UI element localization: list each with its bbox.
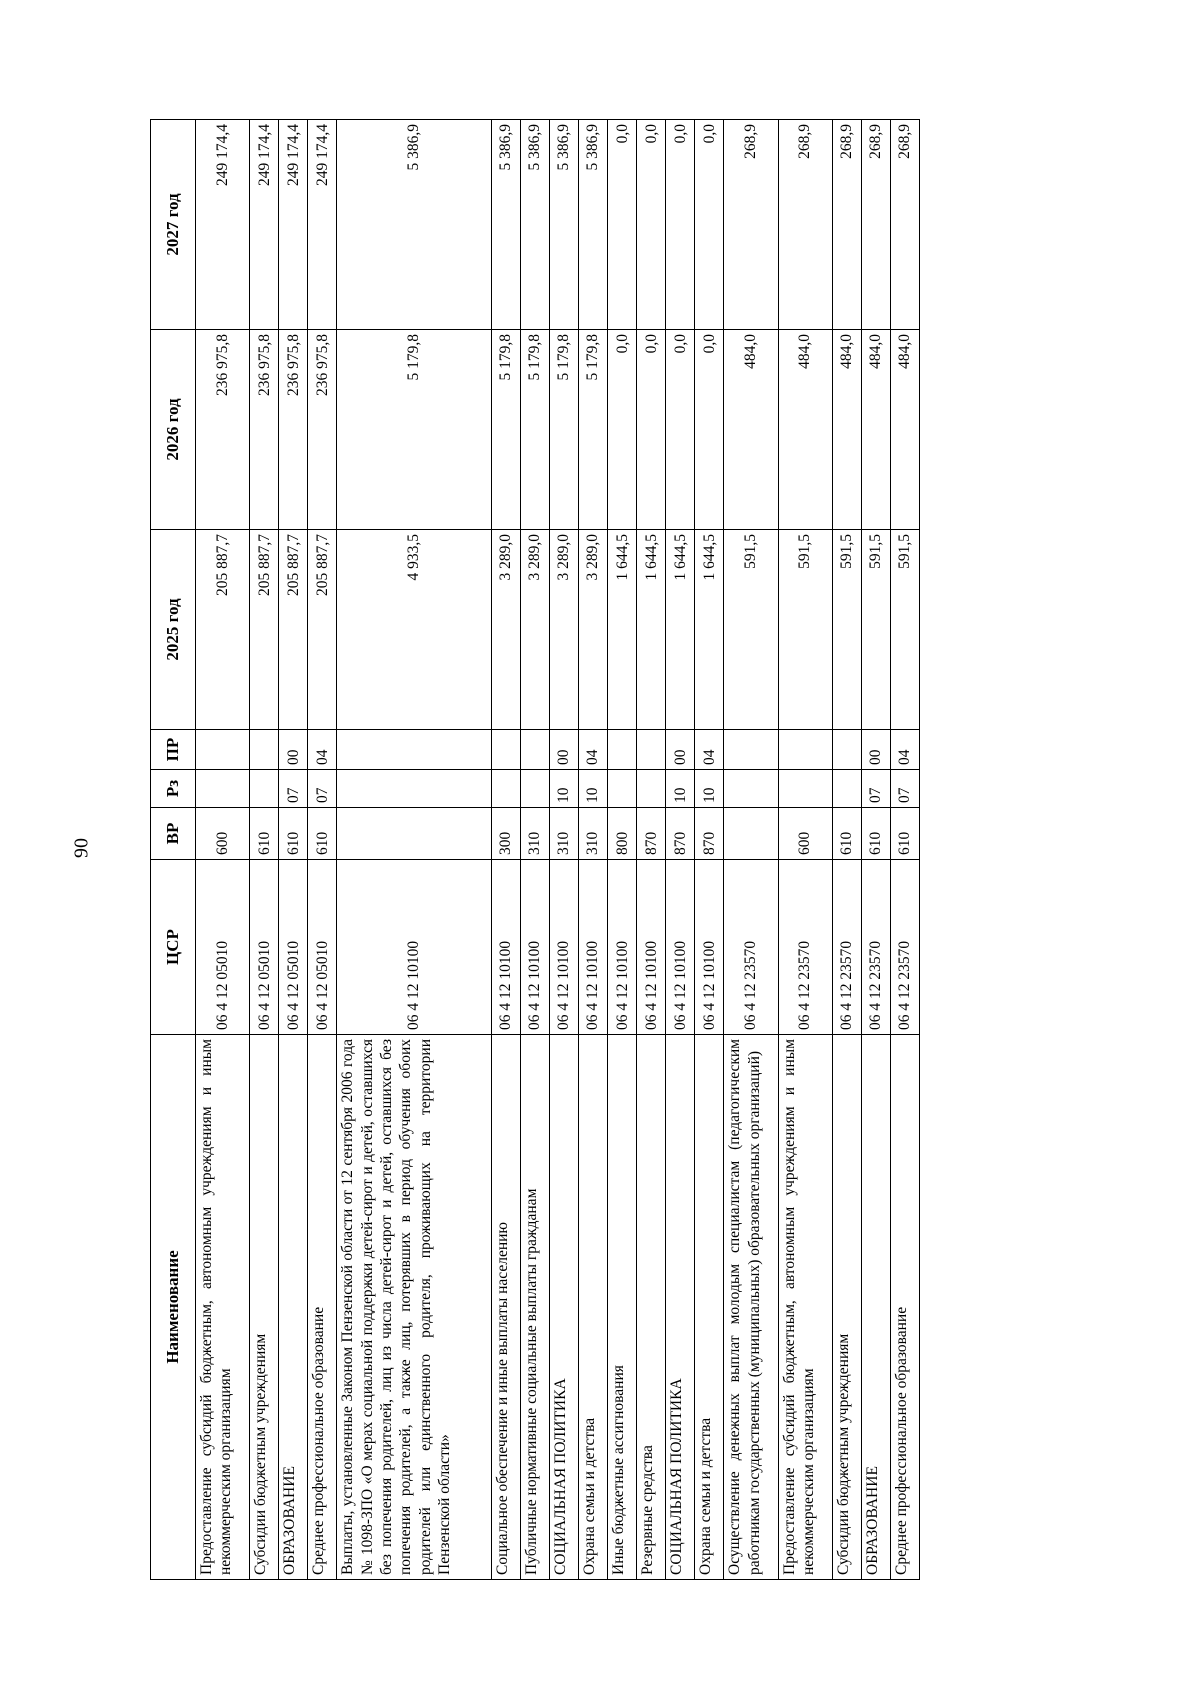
cell-csr: 06 4 12 10100 [666,860,695,1035]
cell-2027: 249 174,4 [279,120,308,330]
table-row [308,120,337,1580]
cell-2027: 0,0 [608,120,637,330]
cell-rz: 10 [695,770,724,808]
cell-name: Охрана семьи и детства [579,1035,608,1580]
cell-rz [521,770,550,808]
cell-rz [724,770,778,808]
cell-pr: 00 [279,730,308,770]
cell-2025: 3 289,0 [579,530,608,730]
cell-2026: 484,0 [832,330,861,530]
cell-2026: 236 975,8 [308,330,337,530]
cell-2025: 591,5 [890,530,919,730]
cell-name: Публичные нормативные социальные выплаты гражданам [521,1035,550,1580]
cell-csr: 06 4 12 23570 [861,860,890,1035]
cell-2027: 0,0 [637,120,666,330]
header-rz: Рз [151,770,196,808]
cell-2026: 484,0 [890,330,919,530]
cell-vr: 870 [666,808,695,860]
cell-pr: 00 [550,730,579,770]
cell-csr: 06 4 12 10100 [550,860,579,1035]
cell-2025: 205 887,7 [308,530,337,730]
cell-2025: 1 644,5 [666,530,695,730]
cell-vr: 870 [695,808,724,860]
cell-2026: 5 179,8 [521,330,550,530]
cell-2025: 205 887,7 [196,530,250,730]
cell-csr: 06 4 12 10100 [579,860,608,1035]
cell-csr: 06 4 12 23570 [778,860,832,1035]
cell-2025: 205 887,7 [279,530,308,730]
table-row [608,120,637,1580]
cell-pr: 04 [695,730,724,770]
budget-table-container [150,120,920,1580]
cell-rz [250,770,279,808]
cell-2027: 5 386,9 [521,120,550,330]
cell-rz [492,770,521,808]
cell-2026: 236 975,8 [279,330,308,530]
cell-vr: 310 [579,808,608,860]
cell-pr: 04 [579,730,608,770]
cell-pr: 04 [890,730,919,770]
table-row [666,120,695,1580]
cell-2025: 591,5 [724,530,778,730]
cell-2026: 236 975,8 [196,330,250,530]
cell-rz: 07 [890,770,919,808]
cell-2026: 484,0 [778,330,832,530]
cell-pr: 00 [666,730,695,770]
cell-2027: 5 386,9 [550,120,579,330]
cell-name: Среднее профессиональное образование [890,1035,919,1580]
cell-rz: 07 [279,770,308,808]
table-row [778,120,832,1580]
cell-2026: 0,0 [666,330,695,530]
cell-pr [250,730,279,770]
budget-table [150,119,920,1580]
table-row [724,120,778,1580]
cell-vr: 610 [890,808,919,860]
cell-csr: 06 4 12 05010 [308,860,337,1035]
cell-2026: 5 179,8 [579,330,608,530]
cell-vr [724,808,778,860]
cell-csr: 06 4 12 05010 [279,860,308,1035]
cell-vr: 610 [861,808,890,860]
cell-pr [778,730,832,770]
cell-name: Социальное обеспечение и иные выплаты населению [492,1035,521,1580]
cell-rz [637,770,666,808]
header-2025: 2025 год [151,530,196,730]
table-row [832,120,861,1580]
cell-2027: 268,9 [832,120,861,330]
cell-pr [337,730,492,770]
cell-2025: 1 644,5 [608,530,637,730]
cell-csr: 06 4 12 10100 [608,860,637,1035]
cell-name: Субсидии бюджетным учреждениям [250,1035,279,1580]
cell-csr: 06 4 12 05010 [250,860,279,1035]
cell-rz [832,770,861,808]
table-row [637,120,666,1580]
cell-pr [637,730,666,770]
cell-2026: 484,0 [861,330,890,530]
cell-csr: 06 4 12 23570 [832,860,861,1035]
cell-2027: 268,9 [861,120,890,330]
cell-rz [608,770,637,808]
cell-2025: 4 933,5 [337,530,492,730]
cell-2026: 0,0 [608,330,637,530]
table-row [337,120,492,1580]
cell-rz [337,770,492,808]
table-row [492,120,521,1580]
cell-2027: 0,0 [695,120,724,330]
cell-2026: 484,0 [724,330,778,530]
cell-2027: 5 386,9 [337,120,492,330]
cell-vr: 610 [832,808,861,860]
cell-2027: 249 174,4 [196,120,250,330]
cell-vr: 870 [637,808,666,860]
cell-pr: 00 [861,730,890,770]
cell-vr: 300 [492,808,521,860]
cell-2027: 268,9 [778,120,832,330]
cell-2026: 5 179,8 [492,330,521,530]
cell-vr: 600 [778,808,832,860]
cell-csr: 06 4 12 10100 [637,860,666,1035]
cell-2026: 236 975,8 [250,330,279,530]
cell-csr: 06 4 12 23570 [724,860,778,1035]
table-body [196,120,920,1580]
cell-2025: 3 289,0 [550,530,579,730]
table-row [579,120,608,1580]
table-row [890,120,919,1580]
cell-vr: 800 [608,808,637,860]
cell-rz: 10 [579,770,608,808]
header-name: Наименование [151,1035,196,1580]
header-pr: ПР [151,730,196,770]
cell-name: СОЦИАЛЬНАЯ ПОЛИТИКА [550,1035,579,1580]
cell-vr: 600 [196,808,250,860]
cell-2026: 5 179,8 [337,330,492,530]
cell-rz: 10 [550,770,579,808]
cell-vr: 310 [521,808,550,860]
table-row [695,120,724,1580]
cell-csr: 06 4 12 10100 [337,860,492,1035]
cell-csr: 06 4 12 23570 [890,860,919,1035]
cell-name: Осуществление денежных выплат молодым специалистам (педагогическим работникам государственных (муниципальных) образовательных организаций) [724,1035,778,1580]
cell-pr [492,730,521,770]
table-row [196,120,250,1580]
cell-rz [196,770,250,808]
cell-vr: 610 [279,808,308,860]
cell-rz: 10 [666,770,695,808]
cell-2026: 0,0 [695,330,724,530]
cell-vr [337,808,492,860]
cell-2025: 1 644,5 [637,530,666,730]
table-row [521,120,550,1580]
cell-2025: 591,5 [778,530,832,730]
table-header-row [151,120,196,1580]
cell-2027: 5 386,9 [492,120,521,330]
cell-rz: 07 [861,770,890,808]
cell-name: Выплаты, установленные Законом Пензенской области от 12 сентября 2006 года № 1098-ЗПО «О мерах социальной поддержки детей-сирот и детей, оставшихся без попечения родителей, лиц из числа детей-сирот и детей, оставшихся без попечения родителей, а также лиц, потерявших в период обучения обоих родителей или единственного родителя, проживающих на территории Пензенской области» [337,1035,492,1580]
table-row [861,120,890,1580]
cell-name: Среднее профессиональное образование [308,1035,337,1580]
cell-pr: 04 [308,730,337,770]
cell-pr [196,730,250,770]
cell-rz: 07 [308,770,337,808]
table-row [279,120,308,1580]
cell-name: Предоставление субсидий бюджетным, автономным учреждениям и иным некоммерческим организациям [778,1035,832,1580]
cell-pr [608,730,637,770]
cell-pr [832,730,861,770]
cell-2026: 0,0 [637,330,666,530]
header-2027: 2027 год [151,120,196,330]
cell-vr: 610 [250,808,279,860]
cell-2025: 3 289,0 [521,530,550,730]
cell-pr [521,730,550,770]
cell-name: Охрана семьи и детства [695,1035,724,1580]
cell-name: Предоставление субсидий бюджетным, автономным учреждениям и иным некоммерческим организациям [196,1035,250,1580]
cell-2025: 591,5 [861,530,890,730]
header-csr: ЦСР [151,860,196,1035]
cell-2027: 249 174,4 [250,120,279,330]
cell-csr: 06 4 12 10100 [492,860,521,1035]
cell-csr: 06 4 12 10100 [521,860,550,1035]
cell-2027: 249 174,4 [308,120,337,330]
cell-vr: 310 [550,808,579,860]
cell-2027: 268,9 [724,120,778,330]
cell-2025: 591,5 [832,530,861,730]
table-row [550,120,579,1580]
cell-2027: 5 386,9 [579,120,608,330]
table-row [250,120,279,1580]
cell-pr [724,730,778,770]
cell-2027: 268,9 [890,120,919,330]
cell-name: СОЦИАЛЬНАЯ ПОЛИТИКА [666,1035,695,1580]
cell-vr: 610 [308,808,337,860]
cell-name: ОБРАЗОВАНИЕ [279,1035,308,1580]
cell-name: ОБРАЗОВАНИЕ [861,1035,890,1580]
cell-2025: 3 289,0 [492,530,521,730]
cell-csr: 06 4 12 10100 [695,860,724,1035]
page-number: 90 [70,838,93,858]
cell-2025: 205 887,7 [250,530,279,730]
header-2026: 2026 год [151,330,196,530]
cell-2026: 5 179,8 [550,330,579,530]
cell-name: Резервные средства [637,1035,666,1580]
cell-rz [778,770,832,808]
cell-name: Субсидии бюджетным учреждениям [832,1035,861,1580]
cell-2025: 1 644,5 [695,530,724,730]
cell-csr: 06 4 12 05010 [196,860,250,1035]
cell-2027: 0,0 [666,120,695,330]
header-vr: ВР [151,808,196,860]
cell-name: Иные бюджетные ассигнования [608,1035,637,1580]
